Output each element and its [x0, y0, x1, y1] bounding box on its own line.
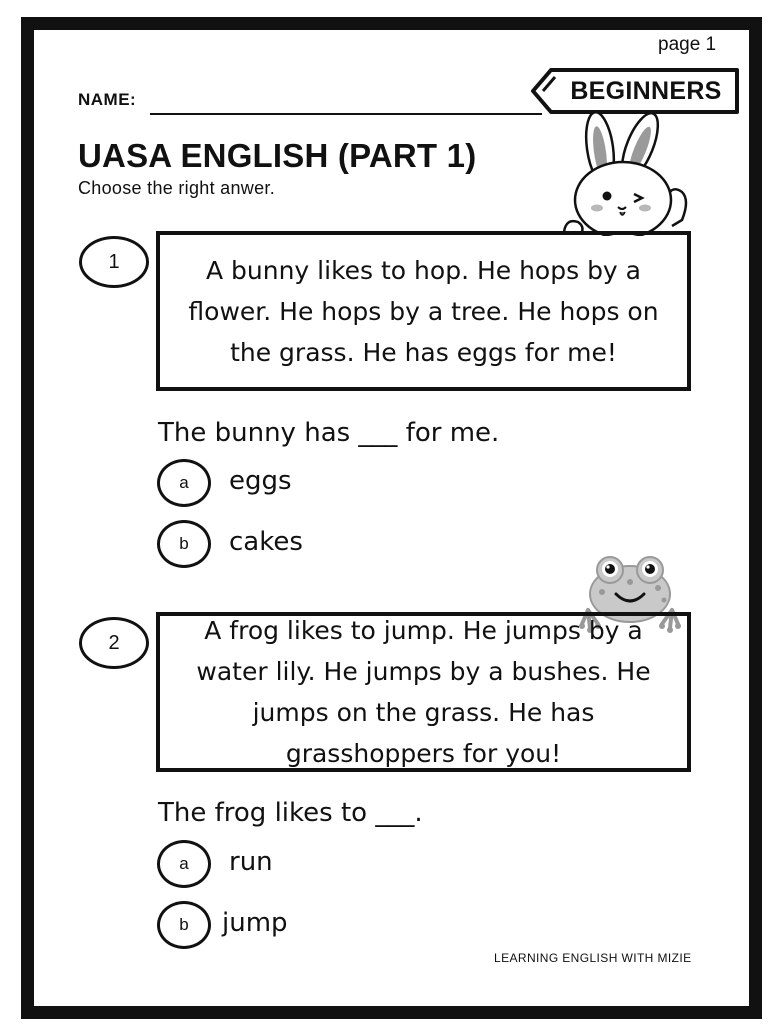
name-field[interactable] [150, 113, 542, 115]
instructions: Choose the right anwer. [78, 178, 276, 198]
question-2-option-b-text[interactable]: jump [222, 908, 288, 938]
question-1-prompt: The bunny has ___ for me. [158, 418, 500, 448]
question-2-option-a[interactable]: a [157, 840, 211, 888]
footer-credit: LEARNING ENGLISH WITH MIZIE [494, 951, 692, 965]
question-2-number: 2 [79, 617, 149, 669]
bunny-illustration [560, 108, 695, 236]
page-number: page 1 [658, 34, 717, 55]
question-2-option-a-text[interactable]: run [229, 847, 273, 877]
worksheet-title: UASA ENGLISH (PART 1) [78, 137, 477, 174]
name-label: NAME: [78, 90, 137, 109]
question-1-passage: A bunny likes to hop. He hops by a flower. He hops by a tree. He hops on the grass. He has eggs for me! [156, 231, 691, 391]
question-1-option-a-text[interactable]: eggs [229, 466, 292, 496]
level-badge-label: BEGINNERS [570, 76, 722, 105]
question-2-passage: A frog likes to jump. He jumps by a water lily. He jumps by a bushes. He jumps on the grass. He has grasshoppers for you! [156, 612, 691, 772]
question-2-prompt: The frog likes to ___. [158, 798, 423, 828]
question-1-option-b[interactable]: b [157, 520, 211, 568]
question-1-option-b-text[interactable]: cakes [229, 527, 303, 557]
question-2-option-b[interactable]: b [157, 901, 211, 949]
question-1-option-a[interactable]: a [157, 459, 211, 507]
question-1-number: 1 [79, 236, 149, 288]
